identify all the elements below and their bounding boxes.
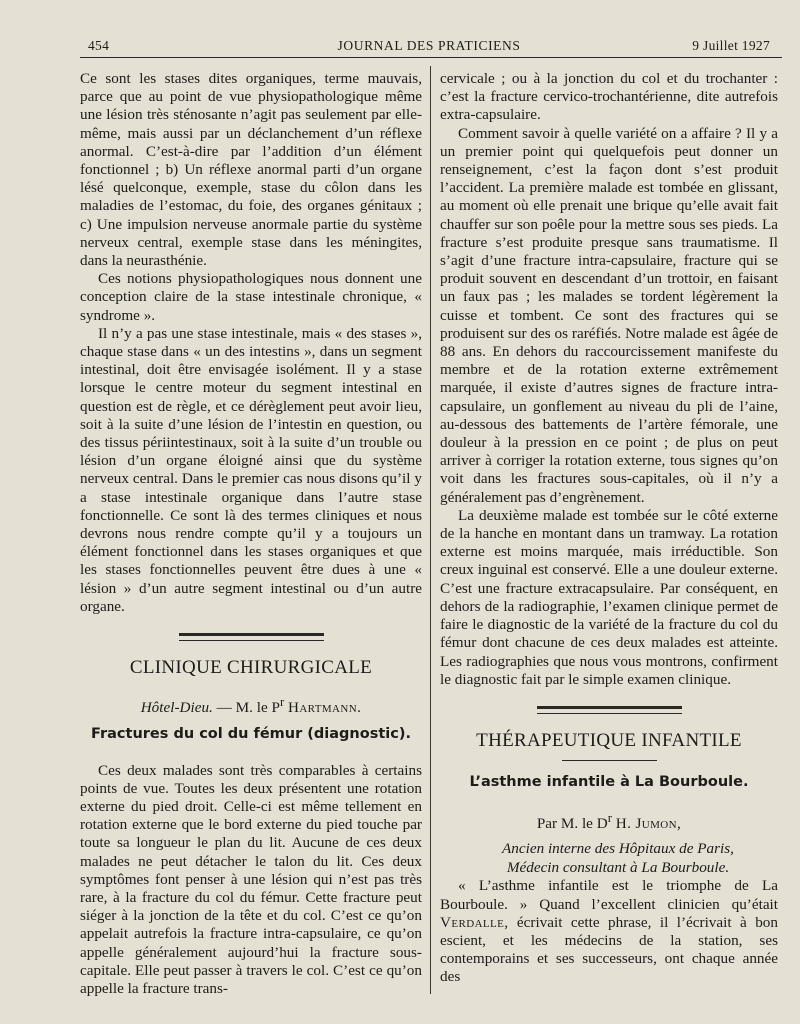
author-affiliation: Ancien interne des Hôpitaux de Paris, (502, 840, 734, 858)
paragraph: cervicale ; ou à la jonction du col et du trochanter : c’est la fracture cervico-trochantérienne, dite autrefois extra-capsulaire. (440, 70, 778, 124)
author-prefix: Par M. le D (536, 815, 608, 833)
section-separator (179, 633, 324, 641)
paragraph: Il n’y a pas une stase intestinale, mais « des stases », chaque stase dans « un des intestins », dans un segment intestinal, doit être envisagée isolément. Il y a stase lorsque le centre moteur du segment intestinal en question est de règle, et ce dérèglement peut avoir lieu, soit à la suite d’une lésion de l’intestin en question, ou des tissus périintestinaux, soit à la suite d’un trouble ou lésion d’un organe éloigné ainsi que du système nerveux central. Dans le premier cas nous disons qu’il y a stase intestinale organique dans l’autre stase fonctionnelle. Ce sont là des termes cliniques et nous devrons nous rendre compte qu’il y a toujours un élément fonctionnel dans les stases organiques et que les stases fonctionnelles peuvent être dues à une « lésion » d’un autre segment intestinal ou d’un autre organe. (80, 324, 422, 615)
article-title-asthme: L’asthme infantile à La Bourboule. (469, 773, 749, 790)
page-number: 454 (88, 38, 110, 53)
article-author (440, 809, 778, 833)
section-title-therapeutique: THÉRAPEUTIQUE INFANTILE (476, 729, 742, 751)
running-header (88, 34, 770, 56)
paragraph: Ce sont les stases dites organiques, terme mauvais, parce que au point de vue physiopathologique même une lésion très sténosante n’agit pas seulement par elle-même, mais aussi par un déclanchement d’un réflexe anormal. C’est-à-dire par l’addition d’un élément fonctionnel ; b) Un réflexe anormal parti d’un organe lésé quelconque, exemple, stase du côlon dans les maladies de l’estomac, du foie, des organes génitaux ; c) Une impulsion nerveuse anormale partie du système nerveux central, exemple stase dans les méningites, dans la neurasthénie. (80, 70, 422, 270)
author-name: H. Jumon, (615, 815, 682, 833)
paragraph: Ces deux malades sont très comparables à certains points de vue. Toutes les deux présentent une rotation externe du pied droit. Celle-ci est même tellement en rotation externe que le bord externe du pied touche par toute sa longueur le plan du lit. Aucune de ces deux malades ne peut détacher le talon du lit. Ces deux symptômes font penser à une lésion qui n’est pas très rare, à la fracture du col du fémur. Cette fracture peut siéger à la jonction de la tête et du col. C’est ce qu’on appelait autrefois la fracture intra-capsulaire, ce qu’on appelle généralement aujourd’hui la fracture sous-capitale. Elle peut passer à travers le col. C’est ce qu’on appelle la fracture trans- (80, 761, 422, 997)
section-title-clinique: CLINIQUE CHIRURGICALE (129, 657, 373, 679)
author-affiliation: Médecin consultant à La Bourboule. (506, 859, 730, 877)
column-divider (430, 66, 431, 994)
journal-title: JOURNAL DES PRATICIENS (337, 38, 521, 53)
author-sup: r (607, 811, 612, 826)
header-rule (80, 57, 782, 58)
paragraph: Ces notions physiopathologiques nous donnent une conception claire de la stase intestinale chronique, « syndrome ». (80, 270, 422, 324)
byline-dash: — M. le P (212, 699, 280, 717)
paragraph: Comment savoir à quelle variété on a affaire ? Il y a un premier point qui quelquefois peut donner un renseignement, c’est la façon dont s’est produit l’accident. La première malade est tombée en glissant, au moment où elle prenait une brique qu’elle avait fait chauffer sur son poêle pour la mettre sous ses pieds. La fracture s’est produite presque sans traumatisme. Il s’agit d’une fracture intra-capsulaire, fracture qui se produit souvent en descendant d’un trottoir, en faisant un faux pas ; les malades se tordent légèrement la cuisse et tombent. Ce sont des fractures qui se produisent sur des os raréfiés. Notre malade est âgée de 88 ans. En dehors du raccourcissement manifeste du membre et de la rotation externe extrêmement marquée, il existe d’autres signes de fracture intra-capsulaire, un gonflement au niveau du pli de l’aine, au-dessous des battements de l’artère fémorale, une douleur à la pression en ce point ; de plus on peut arriver à corriger la rotation externe, tous signes qu’on voit dans les fractures sous-capitales, où il n’y a généralement pas d’engrènement. (440, 124, 778, 506)
byline-name: Hartmann. (287, 699, 362, 717)
quote-text: écrivait cette phrase, il l’écrivait à bon escient, et les médecins de la station, ses contemporains et ses successeurs, ont chaque année des (440, 913, 778, 986)
quote-text: « L’asthme infantile est le triomphe de La Bourboule. » Quand l’excellent clinicien qu’était (440, 877, 778, 913)
paragraph: La deuxième malade est tombée sur le côté externe de la hanche en montant dans un tramway. La rotation externe est moins marquée, mais irréductible. Son creux inguinal est conservé. Elle a une douleur externe. C’est une fracture extracapsulaire. Par conséquent, en dehors de la radiographie, l’examen clinique permet de faire le diagnostic de la variété de la fracture du col du fémur dont chacune de ces deux malades est atteinte. Les radiographies que nous vous montrons, confirment le diagnostic fait par le simple examen clinique. (440, 506, 778, 688)
quote-name: Verdalle, (440, 913, 509, 931)
section-separator (537, 706, 682, 714)
article-byline (80, 693, 422, 717)
title-underline (562, 760, 657, 761)
article-title-fractures: Fractures du col du fémur (diagnostic). (91, 726, 411, 743)
paragraph (440, 877, 778, 986)
issue-date: 9 Juillet 1927 (692, 38, 770, 53)
byline-place: Hôtel-Dieu. (140, 699, 213, 717)
right-column (440, 70, 778, 987)
byline-sup: r (279, 695, 285, 710)
left-column (80, 70, 422, 998)
